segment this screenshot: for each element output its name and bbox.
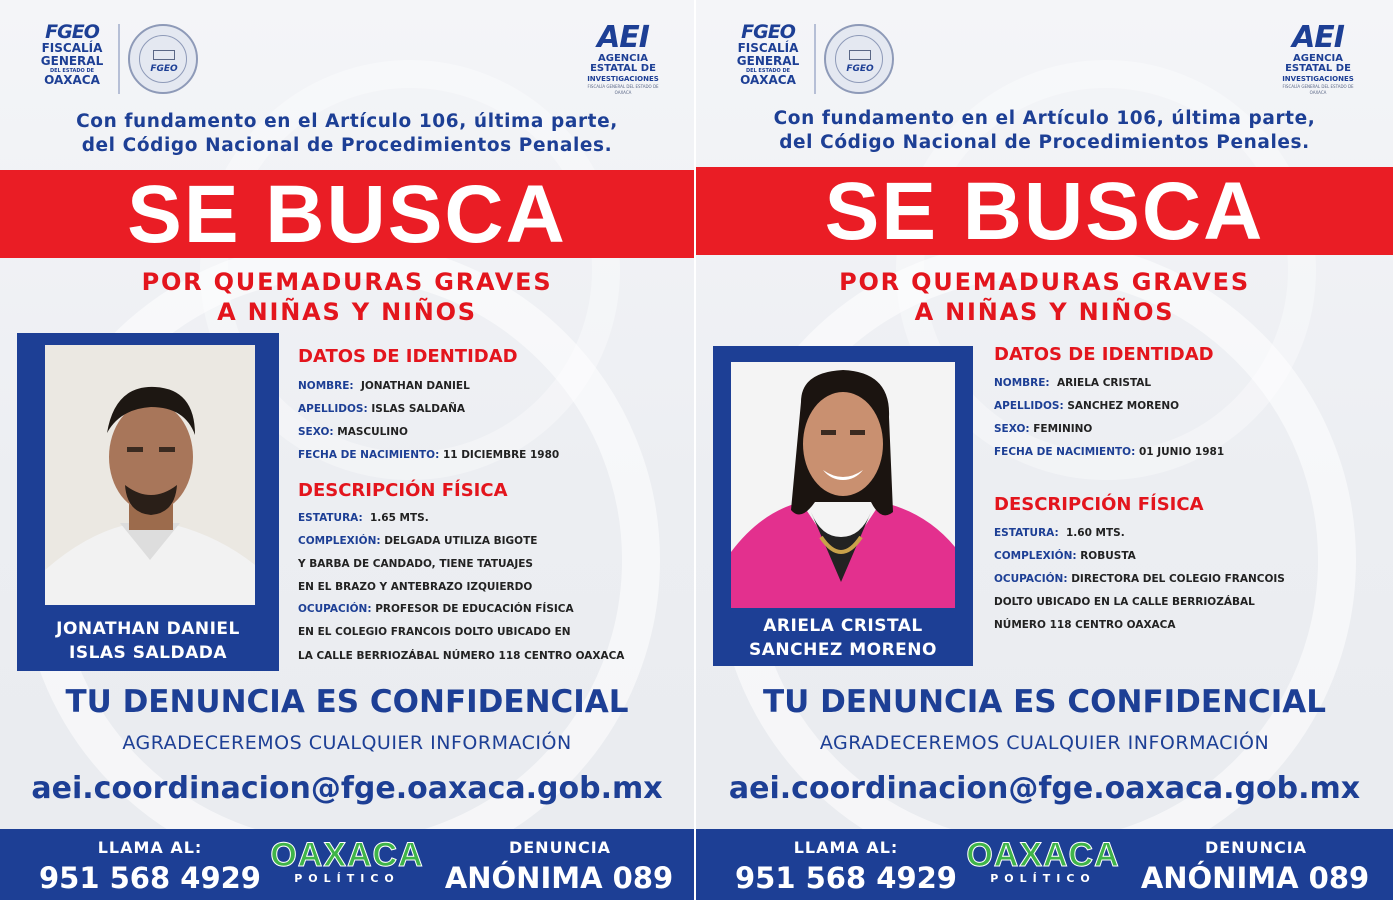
se-busca-title: SE BUSCA (127, 169, 567, 260)
legal-basis-text: Con fundamento en el Artículo 106, última parte, del Código Nacional de Procedimientos Penales. (76, 111, 618, 156)
state-seal-icon: FGEO (824, 24, 894, 94)
field-complexion-line: EN EL BRAZO Y ANTEBRAZO IZQUIERDO (298, 581, 533, 593)
suspect-name-caption: JONATHAN DANIEL ISLAS SALDADA (56, 619, 240, 663)
call-label: LLAMA AL: (97, 838, 203, 857)
suspect-photo (45, 345, 255, 605)
appreciation-text: AGRADECEREMOS CUALQUIER INFORMACIÓN (819, 732, 1270, 754)
phone-number[interactable]: 951 568 4929 (39, 861, 261, 895)
field-complexion: COMPLEXIÓN: ROBUSTA (994, 550, 1136, 562)
field-nacimiento: FECHA DE NACIMIENTO: 11 DICIEMBRE 1980 (298, 449, 560, 461)
identity-section-title: DATOS DE IDENTIDAD (994, 344, 1214, 365)
aei-logo: AEI AGENCIA ESTATAL DE INVESTIGACIONES FISCALÍA GENERAL DEL ESTADO DE OAXACA (587, 20, 659, 95)
field-sexo: SEXO: MASCULINO (298, 426, 408, 438)
se-busca-banner (0, 170, 694, 258)
field-ocupacion: OCUPACIÓN: DIRECTORA DEL COLEGIO FRANCOIS (994, 573, 1285, 585)
field-sexo: SEXO: FEMININO (994, 423, 1093, 435)
suspect-photo-frame (713, 346, 973, 666)
physical-section-title: DESCRIPCIÓN FÍSICA (994, 494, 1204, 515)
field-nombre: NOMBRE: JONATHAN DANIEL (298, 380, 470, 392)
identity-section-title: DATOS DE IDENTIDAD (298, 346, 518, 367)
wanted-poster-right (696, 0, 1393, 900)
se-busca-banner (696, 167, 1393, 255)
contact-email[interactable]: aei.coordinacion@fge.oaxaca.gob.mx (31, 771, 663, 806)
suspect-photo (731, 362, 955, 608)
field-estatura: ESTATURA: 1.65 MTS. (298, 512, 429, 524)
call-label: LLAMA AL: (793, 838, 899, 857)
suspect-photo-frame (17, 333, 279, 671)
contact-email[interactable]: aei.coordinacion@fge.oaxaca.gob.mx (728, 771, 1361, 806)
field-estatura: ESTATURA: 1.60 MTS. (994, 527, 1125, 539)
phone-number[interactable]: 951 568 4929 (735, 861, 957, 895)
field-apellidos: APELLIDOS: ISLAS SALDAÑA (298, 403, 465, 415)
legal-basis-text: Con fundamento en el Artículo 106, última parte, del Código Nacional de Procedimientos Penales. (773, 108, 1316, 153)
field-complexion-line: Y BARBA DE CANDADO, TIENE TATUAJES (298, 558, 533, 570)
appreciation-text: AGRADECEREMOS CUALQUIER INFORMACIÓN (122, 732, 572, 754)
suspect-name-caption: ARIELA CRISTAL SANCHEZ MORENO (749, 616, 937, 660)
anonymous-number[interactable]: ANÓNIMA 089 (1140, 861, 1370, 895)
anonymous-number[interactable]: ANÓNIMA 089 (444, 861, 674, 895)
field-nacimiento: FECHA DE NACIMIENTO: 01 JUNIO 1981 (994, 446, 1225, 458)
fge-logo: FGEO FISCALÍA GENERAL DEL ESTADO DE OAXACA (736, 21, 800, 87)
field-ocupacion-line: LA CALLE BERRIOZÁBAL NÚMERO 118 CENTRO OAXACA (298, 650, 625, 662)
anonymous-label: DENUNCIA (508, 838, 612, 857)
physical-section-title: DESCRIPCIÓN FÍSICA (298, 480, 508, 501)
confidential-heading: TU DENUNCIA ES CONFIDENCIAL (762, 684, 1327, 720)
field-ocupacion-line: EN EL COLEGIO FRANCOIS DOLTO UBICADO EN (298, 626, 571, 638)
crime-description: POR QUEMADURAS GRAVES A NIÑAS Y NIÑOS (141, 268, 553, 326)
crime-description: POR QUEMADURAS GRAVES A NIÑAS Y NIÑOS (839, 268, 1250, 326)
field-ocupacion-line: DOLTO UBICADO EN LA CALLE BERRIOZÁBAL (994, 596, 1255, 608)
state-seal-icon: FGEO (128, 24, 198, 94)
field-complexion: COMPLEXIÓN: DELGADA UTILIZA BIGOTE (298, 535, 538, 547)
anonymous-label: DENUNCIA (1204, 838, 1308, 857)
oaxaca-politico-watermark: OAXACA POLÍTICO (270, 836, 424, 885)
aei-logo: AEI AGENCIA ESTATAL DE INVESTIGACIONES FISCALÍA GENERAL DEL ESTADO DE OAXACA (1282, 20, 1354, 95)
field-ocupacion-line: NÚMERO 118 CENTRO OAXACA (994, 619, 1176, 631)
field-ocupacion: OCUPACIÓN: PROFESOR DE EDUCACIÓN FÍSICA (298, 603, 574, 615)
field-apellidos: APELLIDOS: SANCHEZ MORENO (994, 400, 1180, 412)
se-busca-title: SE BUSCA (824, 166, 1265, 257)
confidential-heading: TU DENUNCIA ES CONFIDENCIAL (65, 684, 629, 720)
logo-separator (814, 24, 816, 94)
logo-separator (118, 24, 120, 94)
fge-logo: FGEO FISCALÍA GENERAL DEL ESTADO DE OAXACA (40, 21, 104, 87)
wanted-poster-left (0, 0, 694, 900)
field-nombre: NOMBRE: ARIELA CRISTAL (994, 377, 1152, 389)
oaxaca-politico-watermark: OAXACA POLÍTICO (966, 836, 1120, 885)
